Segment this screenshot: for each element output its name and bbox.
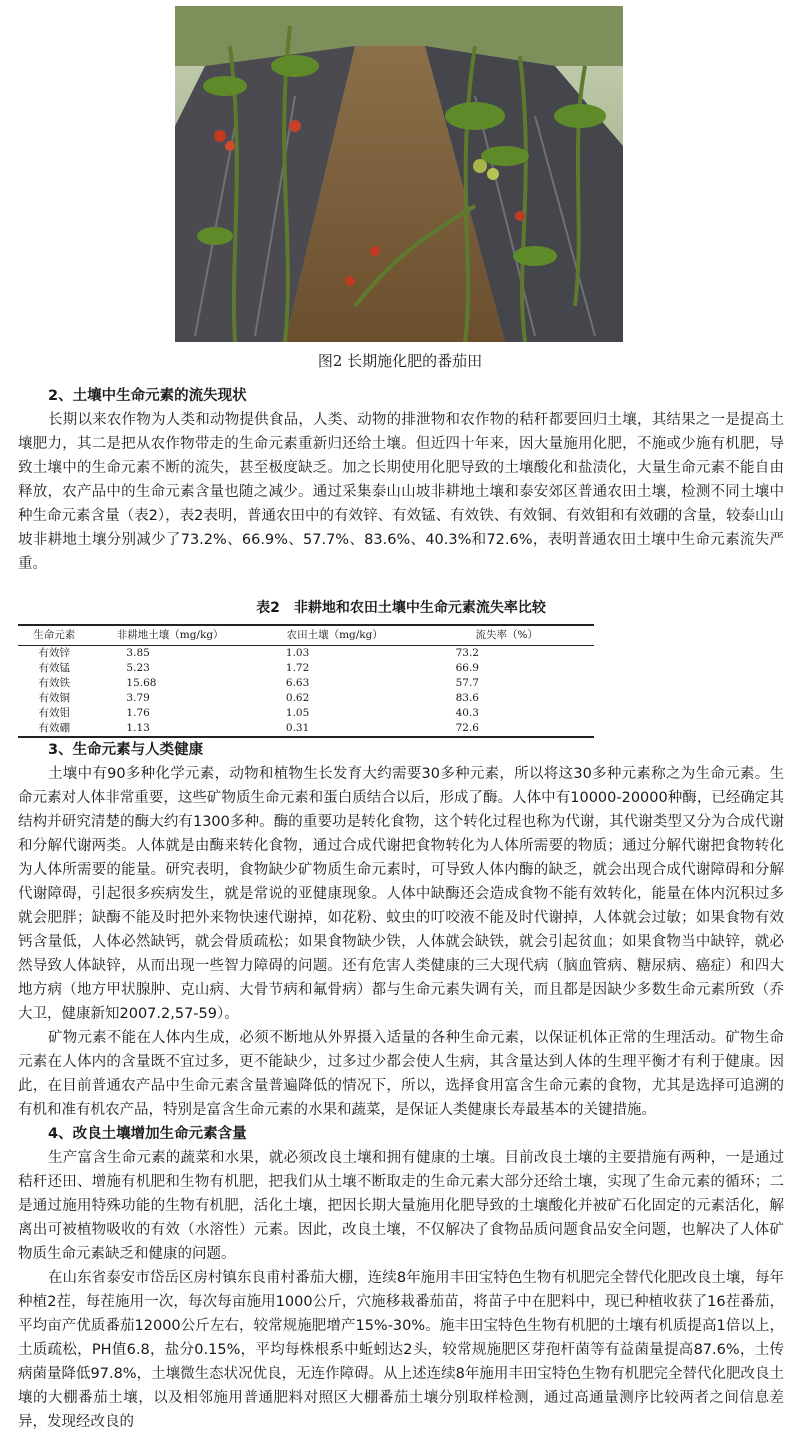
table-row [18,706,594,721]
table-row [18,661,594,676]
table-cell: 6.63 [285,677,310,689]
section-4-paragraph-1: 生产富含生命元素的蔬菜和水果，就必须改良土壤和拥有健康的土壤。目前改良土壤的主要措施有两种，一是通过秸秆还田、增施有机肥和生物有机肥，把我们从土壤不断取走的生命元素大部分还给土壤，实现了生命元素的循环；二是通过施用特殊功能的生物有机肥，活化土壤，把因长期大量施用化肥导致的土壤酸化并被矿石化固定的元素活化，解离出可被植物吸收的有效（水溶性）元素。因此，改良土壤，不仅解决了食物品质问题食品安全问题，也解决了人体矿物质生命元素缺乏和健康的问题。 [18,1150,784,1262]
figure-caption: 图2 长期施化肥的番茄田 [317,352,483,370]
col-header-element: 生命元素 [18,625,90,646]
table-cell: 1.76 [126,707,150,719]
table-cell: 有效钼 [38,707,70,719]
section-2-heading: 2、土壤中生命元素的流失现状 [48,388,247,404]
col-header-nonfarm: 非耕地土壤（mg/kg） [90,625,249,646]
section-4-paragraph-2: 在山东省泰安市岱岳区房村镇东良甫村番茄大棚，连续8年施用丰田宝特色生物有机肥完全替代化肥改良土壤，每年种植2茬，每茬施用一次，每次每亩施用1000公斤，穴施移栽番茄苗，将苗子中在肥料中，现已种植收获了16茬番茄，平均亩产优质番茄12000公斤左右，较常规施肥增产15%-30%。施丰田宝特色生物有机肥的土壤有机质提高1倍以上，土质疏松，PH值6.8，盐分0.15%，平均每株根系中蚯蚓达2头，较常规施肥区芽孢杆菌等有益菌量提高87.6%，土传病菌量降低97.8%，土壤微生态状况优良，无连作障碍。从上述连续8年施用丰田宝特色生物有机肥完全替代化肥改良土壤的大棚番茄土壤，以及相邻施用普通肥料对照区大棚番茄土壤分别取样检测，通过高通量测序比较两者之间信息差异，发现经改良的 [18,1270,784,1430]
table-cell: 83.6 [455,692,479,704]
table-2 [18,624,594,738]
table-cell: 0.31 [250,721,420,737]
table-cell: 有效铁 [38,677,70,689]
table-cell: 5.23 [126,662,150,674]
table-header-row [18,625,594,646]
table-cell: 3.85 [126,647,150,659]
table-row [18,676,594,691]
table-cell: 40.3 [455,707,479,719]
table-cell: 有效锌 [38,647,70,659]
table-cell: 有效硼 [18,721,90,737]
tomato-field-illustration [175,6,623,342]
tomato-field-photo [175,6,623,342]
table-cell: 有效锰 [38,662,70,674]
table-cell: 0.62 [285,692,310,704]
col-header-farm: 农田土壤（mg/kg） [250,625,420,646]
table-cell: 15.68 [126,677,157,689]
table-2-title: 表2 非耕地和农田土壤中生命元素流失率比较 [256,600,546,616]
table-cell: 73.2 [455,647,479,659]
table-cell: 1.03 [285,647,310,659]
table-row [18,646,594,662]
section-3-heading: 3、生命元素与人类健康 [48,742,204,758]
table-row [18,721,594,737]
section-4-heading: 4、改良土壤增加生命元素含量 [48,1126,247,1142]
article-body [18,384,784,1434]
col-header-loss-rate: 流失率（%） [420,625,594,646]
table-cell: 1.72 [285,662,310,674]
section-3-paragraph-1: 土壤中有90多种化学元素，动物和植物生长发育大约需要30多种元素，所以将这30多种元素称之为生命元素。生命元素对人体非常重要，这些矿物质生命元素和蛋白质结合以后，形成了酶。人体中有10000-20000种酶，已经确定其结构并研究清楚的酶大约有1300多种。酶的重要功是转化食物，这个转化过程也称为代谢，其代谢类型又分为合成代谢和分解代谢两类。人体就是由酶来转化食物，通过合成代谢把食物转化为人体所需要的物质；通过分解代谢把食物转化为人体所需要的能量。研究表明，食物缺少矿物质生命元素时，可导致人体内酶的缺乏，就会出现合成代谢障碍和分解代谢障碍，引起很多疾病发生，就是常说的亚健康现象。人体中缺酶还会造成食物不能有效转化，能量在体内沉积过多就会肥胖；缺酶不能及时把外来物快速代谢掉，如花粉、蚊虫的叮咬液不能及时代谢掉，人体就会过敏；如果食物有效钙含量低，人体必然缺钙，就会骨质疏松；如果食物缺少铁，人体就会缺铁，就会引起贫血；如果食物当中缺锌，就必然导致人体缺锌，从而出现一些智力障碍的问题。还有危害人类健康的三大现代病（脑血管病、糖尿病、癌症）和四大地方病（地方甲状腺肿、克山病、大骨节病和氟骨病）都与生命元素失调有关，而且都是因缺少多数生命元素所致（乔大卫，健康新知2007.2,57-59）。 [18,766,784,1022]
table-cell: 1.05 [285,707,310,719]
table-row [18,691,594,706]
table-cell: 1.13 [90,721,249,737]
table-cell: 72.6 [420,721,594,737]
table-cell: 有效铜 [38,692,70,704]
table-cell: 3.79 [126,692,150,704]
section-3-paragraph-2: 矿物元素不能在人体内生成，必须不断地从外界摄入适量的各种生命元素，以保证机体正常的生理活动。矿物生命元素在人体内的含量既不宜过多，更不能缺少，过多过少都会使人生病，其含量达到人体的生理平衡才有利于健康。因此，在目前普通农产品中生命元素含量普遍降低的情况下，所以，选择食用富含生命元素的食物，尤其是选择可追溯的有机和准有机农产品，特别是富含生命元素的水果和蔬菜，是保证人类健康长寿最基本的关键措施。 [18,1030,784,1118]
table-cell: 66.9 [455,662,479,674]
table-cell: 57.7 [455,677,479,689]
section-2-paragraph: 长期以来农作物为人类和动物提供食品，人类、动物的排泄物和农作物的秸秆都要回归土壤，其结果之一是提高土壤肥力，其二是把从农作物带走的生命元素重新归还给土壤。但近四十年来，因大量施用化肥，不施或少施有机肥，导致土壤中的生命元素不断的流失，甚至极度缺乏。加之长期使用化肥导致的土壤酸化和盐渍化，大量生命元素不能自由释放，农产品中的生命元素含量也随之减少。通过采集泰山山坡非耕地土壤和泰安郊区普通农田土壤，检测不同土壤中种生命元素含量（表2），表2表明，普通农田中的有效锌、有效锰、有效铁、有效铜、有效钼和有效硼的含量，较泰山山坡非耕地土壤分别减少了73.2%、66.9%、57.7%、83.6%、40.3%和72.6%，表明普通农田土壤中生命元素流失严重。 [18,412,784,572]
